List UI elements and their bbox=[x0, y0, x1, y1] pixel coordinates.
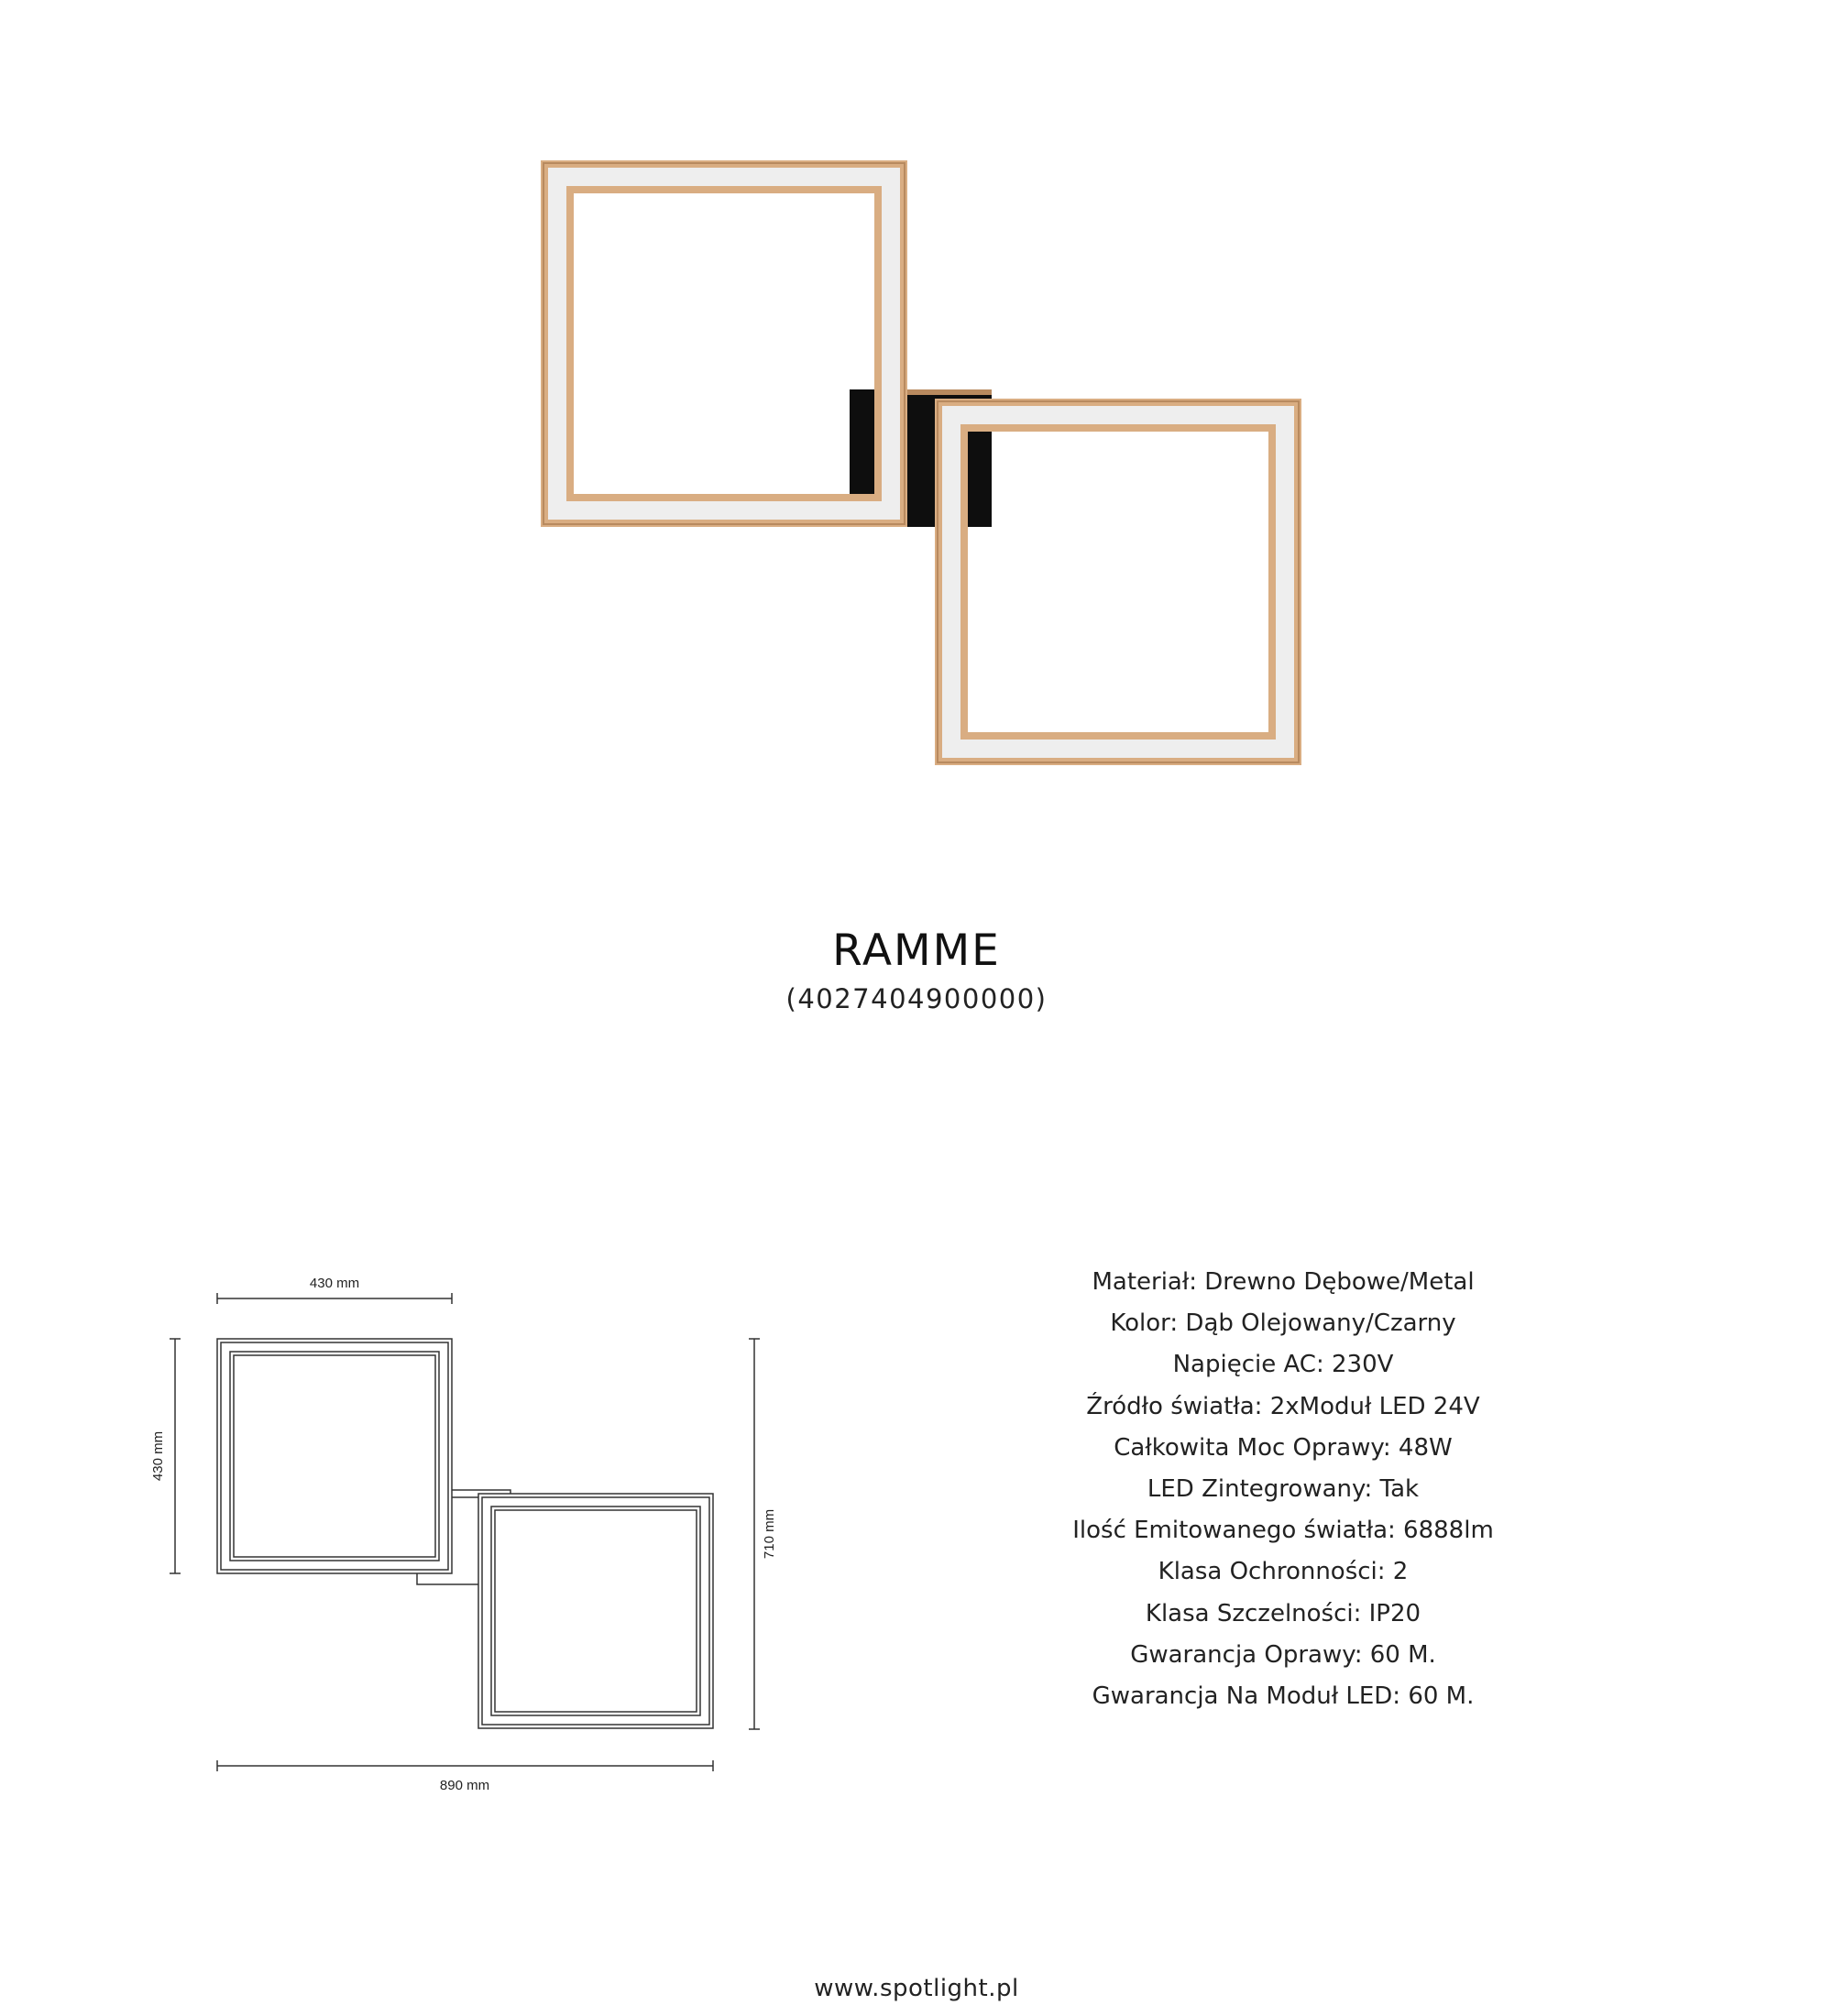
spec-list bbox=[916, 1262, 1650, 1717]
mount-plate-visible-right bbox=[968, 432, 992, 527]
spec-ip-rating: Klasa Szczelności: IP20 bbox=[1145, 1599, 1421, 1627]
spec-total-power: Całkowita Moc Oprawy: 48W bbox=[1114, 1433, 1453, 1462]
right-frame-outline bbox=[478, 1494, 713, 1728]
bottom-width-label: 890 mm bbox=[439, 1778, 490, 1793]
mount-plate-visible bbox=[850, 389, 874, 494]
left-frame-outline bbox=[217, 1339, 452, 1573]
right-height-label: 710 mm bbox=[762, 1508, 777, 1560]
top-width-label: 430 mm bbox=[309, 1276, 360, 1291]
top-width-dimension-line bbox=[217, 1293, 452, 1304]
product-title: RAMME bbox=[832, 926, 1001, 976]
spec-led-warranty: Gwarancja Na Moduł LED: 60 M. bbox=[1092, 1682, 1475, 1710]
spec-fixture-warranty: Gwarancja Oprawy: 60 M. bbox=[1130, 1640, 1436, 1669]
left-height-dimension-line bbox=[170, 1339, 181, 1573]
spec-integrated-led: LED Zintegrowany: Tak bbox=[1147, 1474, 1420, 1503]
bottom-width-dimension-line bbox=[217, 1760, 713, 1771]
spec-voltage: Napięcie AC: 230V bbox=[1172, 1351, 1394, 1379]
website-link[interactable]: www.spotlight.pl bbox=[814, 1975, 1019, 2002]
left-height-label: 430 mm bbox=[150, 1430, 166, 1482]
spec-protection-class: Klasa Ochronności: 2 bbox=[1158, 1558, 1409, 1586]
spec-material: Materiał: Drewno Dębowe/Metal bbox=[1092, 1268, 1475, 1296]
dimension-drawing bbox=[142, 1251, 784, 1793]
spec-luminous-flux: Ilość Emitowanego światła: 6888lm bbox=[1072, 1517, 1494, 1545]
product-code: (4027404900000) bbox=[785, 983, 1048, 1014]
product-photo bbox=[532, 151, 1311, 765]
spec-color: Kolor: Dąb Olejowany/Czarny bbox=[1110, 1309, 1456, 1338]
right-height-dimension-line bbox=[749, 1339, 760, 1729]
spec-light-source: Źródło światła: 2xModuł LED 24V bbox=[1086, 1392, 1480, 1420]
